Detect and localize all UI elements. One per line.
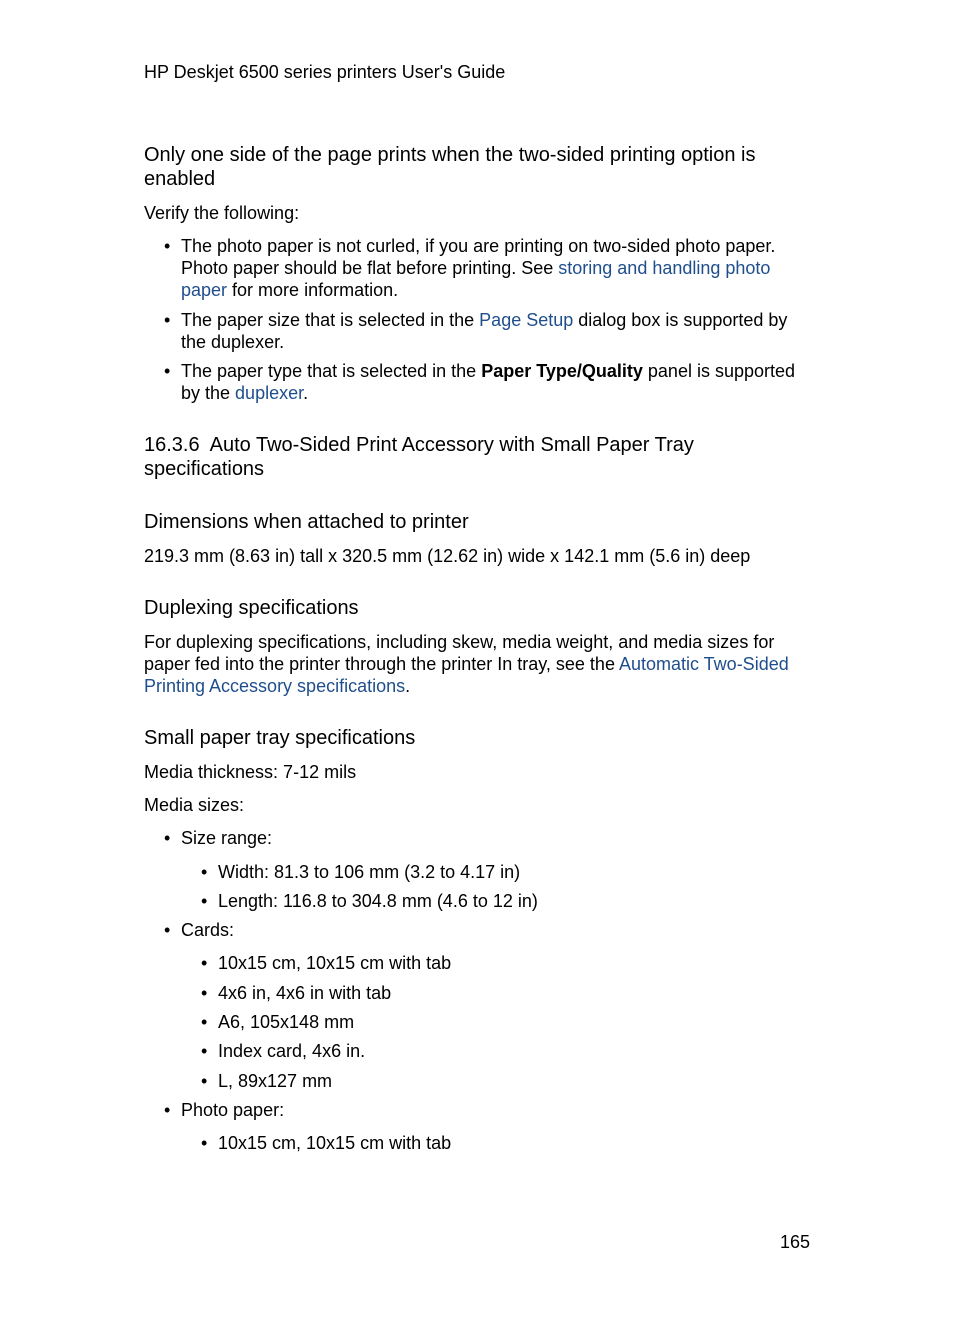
bullet-text (181, 279, 398, 301)
bullet-marker: • (201, 1071, 208, 1091)
page-number: 165 (779, 1232, 810, 1252)
bullet-marker: • (164, 361, 171, 381)
bullet-text: The photo paper is not curled, if you are printing on two-sided photo paper. (181, 236, 776, 256)
text-run: . (405, 676, 411, 696)
duplexing-line3 (144, 675, 410, 697)
bullet-marker: • (164, 920, 171, 940)
bullet-marker: • (164, 236, 171, 256)
duplexing-line2 (144, 653, 789, 675)
problem-heading-line1: Only one side of the page prints when the two-sided printing option is (144, 144, 756, 166)
text-run: for more information. (227, 280, 399, 300)
section-heading (144, 433, 764, 481)
bullet-marker: • (201, 983, 208, 1003)
bullet-text: L, 89x127 mm (218, 1071, 333, 1091)
page-setup-link[interactable]: Page Setup (479, 310, 574, 330)
bullet-marker: • (201, 1041, 208, 1061)
bullet-text: Length: 116.8 to 304.8 mm (4.6 to 12 in) (218, 891, 538, 911)
bullet-marker: • (201, 1012, 208, 1032)
duplexing-line1: For duplexing specifications, including skew, media weight, and media sizes for (144, 632, 775, 652)
small-tray-heading: Small paper tray specifications (144, 727, 416, 749)
bullet-text: 10x15 cm, 10x15 cm with tab (218, 1133, 452, 1153)
bullet-marker: • (201, 953, 208, 973)
bullet-text: Cards: (181, 920, 235, 940)
storing-photo-paper-link-cont[interactable]: paper (181, 280, 228, 300)
bullet-marker: • (201, 1133, 208, 1153)
media-thickness: Media thickness: 7-12 mils (144, 762, 357, 782)
bullet-text: the duplexer. (181, 332, 285, 352)
dimensions-heading: Dimensions when attached to printer (144, 511, 469, 533)
duplexing-heading: Duplexing specifications (144, 597, 359, 619)
problem-heading (144, 143, 804, 191)
section-heading-line2: specifications (144, 458, 265, 480)
bullet-text: 4x6 in, 4x6 in with tab (218, 983, 392, 1003)
verify-intro: Verify the following: (144, 203, 300, 223)
auto-two-sided-specs-link[interactable]: Automatic Two-Sided (618, 654, 789, 674)
auto-two-sided-specs-link-cont[interactable]: Printing Accessory specifications (144, 676, 406, 696)
duplexer-link[interactable]: duplexer (235, 383, 304, 403)
running-header: HP Deskjet 6500 series printers User's Guide (144, 62, 506, 82)
ui-term: Paper Type/Quality (481, 361, 643, 381)
section-heading-line1: 16.3.6 Auto Two-Sided Print Accessory with Small Paper Tray (144, 434, 694, 456)
bullet-text: Size range: (181, 828, 273, 848)
bullet-text: Photo paper: (181, 1100, 285, 1120)
bullet-text: 10x15 cm, 10x15 cm with tab (218, 953, 452, 973)
text-run: dialog box is supported by (573, 310, 788, 330)
bullet-text: Index card, 4x6 in. (218, 1041, 366, 1061)
text-run: . (303, 383, 309, 403)
bullet-text: Width: 81.3 to 106 mm (3.2 to 4.17 in) (218, 862, 521, 882)
bullet-marker: • (201, 891, 208, 911)
media-sizes-label: Media sizes: (144, 795, 245, 815)
storing-photo-paper-link[interactable]: storing and handling photo (558, 258, 771, 278)
bullet-text (181, 257, 770, 279)
text-run: panel is supported (642, 361, 796, 381)
bullet-marker: • (164, 310, 171, 330)
text-run: Photo paper should be flat before printing. See (181, 258, 559, 278)
text-run: The paper size that is selected in the (181, 310, 480, 330)
bullet-text: A6, 105x148 mm (218, 1012, 355, 1032)
bullet-marker: • (164, 1100, 171, 1120)
dimensions-text: 219.3 mm (8.63 in) tall x 320.5 mm (12.62 in) wide x 142.1 mm (5.6 in) deep (144, 546, 751, 566)
bullet-text (181, 360, 795, 382)
bullet-marker: • (164, 828, 171, 848)
text-run: The paper type that is selected in the (181, 361, 482, 381)
problem-heading-line2: enabled (144, 168, 216, 190)
text-run: by the (181, 383, 236, 403)
bullet-text (181, 382, 308, 404)
bullet-text (181, 309, 787, 331)
text-run: paper fed into the printer through the printer In tray, see the (144, 654, 619, 674)
bullet-marker: • (201, 862, 208, 882)
